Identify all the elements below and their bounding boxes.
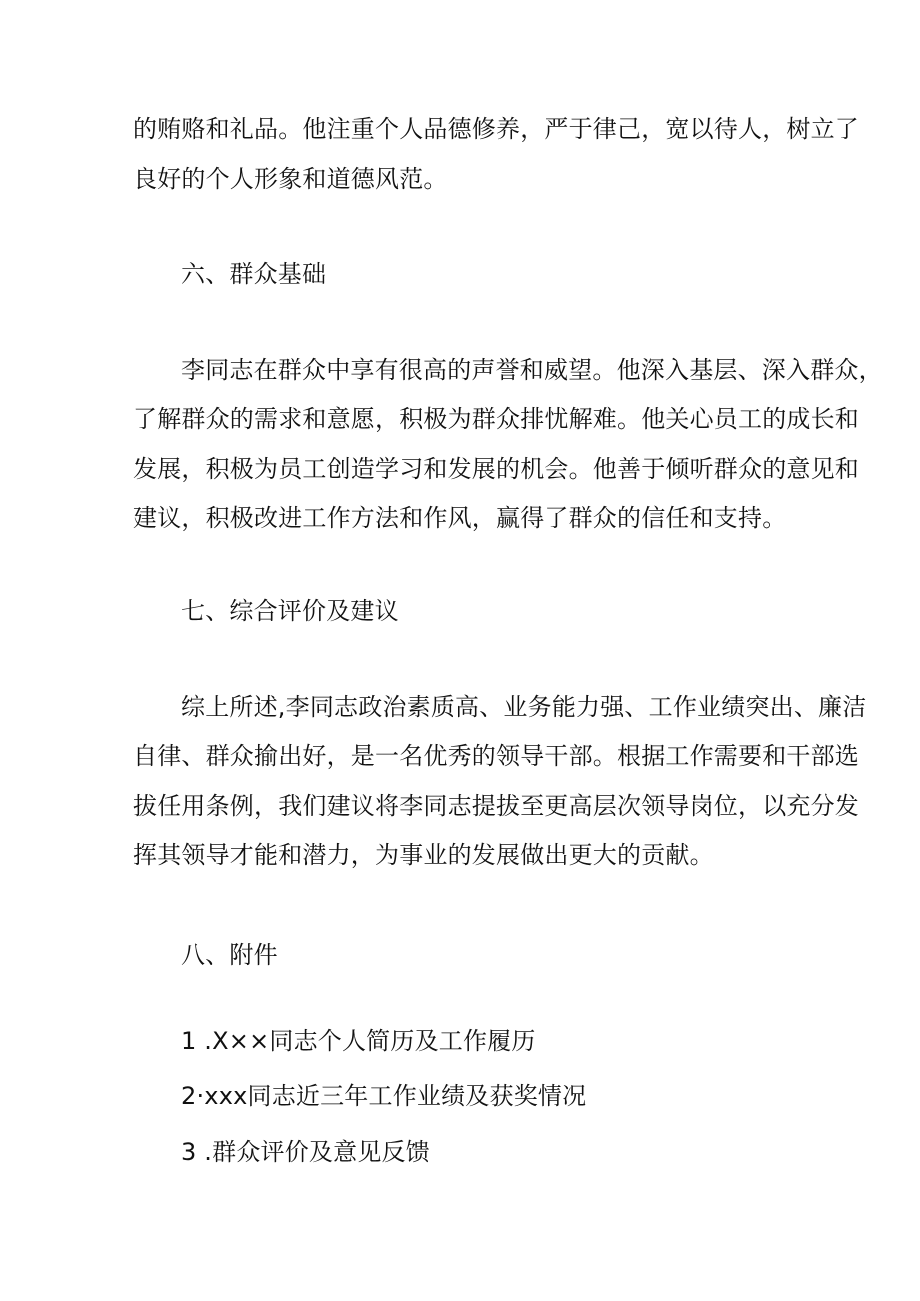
section-6-heading: 六、群众基础 (181, 260, 327, 288)
section-7-line-4: 挥其领导才能和潜力，为事业的发展做出更大的贡献。 (133, 841, 714, 869)
section-6-line-4: 建议，积极改进工作方法和作风，赢得了群众的信任和支持。 (133, 504, 787, 532)
attachment-item-2: 2·xxx同志近三年工作业绩及获奖情况 (181, 1082, 587, 1110)
attachment-item-1: 1 .X××同志个人简历及工作履历 (181, 1027, 536, 1055)
section-6-line-1: 李同志在群众中享有很高的声誉和威望。他深入基层、深入群众， (181, 356, 883, 384)
intro-line-1: 的贿赂和礼品。他注重个人品德修养，严于律己，宽以待人，树立了 (133, 115, 859, 143)
section-6-line-2: 了解群众的需求和意愿，积极为群众排忧解难。他关心员工的成长和 (133, 405, 859, 433)
attachment-item-3: 3 .群众评价及意见反馈 (181, 1138, 430, 1166)
section-7-heading: 七、综合评价及建议 (181, 597, 399, 625)
section-6-line-3: 发展，积极为员工创造学习和发展的机会。他善于倾听群众的意见和 (133, 455, 859, 483)
section-8-heading: 八、附件 (181, 941, 278, 969)
intro-line-2: 良好的个人形象和道德风范。 (133, 165, 448, 193)
section-7-line-2: 自律、群众揄出好，是一名优秀的领导干部。根据工作需要和干部选 (133, 742, 859, 770)
section-7-line-3: 拔任用条例，我们建议将李同志提拔至更高层次领导岗位，以充分发 (133, 792, 859, 820)
section-7-line-1: 综上所述,李同志政治素质高、业务能力强、工作业绩突出、廉洁 (181, 693, 867, 721)
